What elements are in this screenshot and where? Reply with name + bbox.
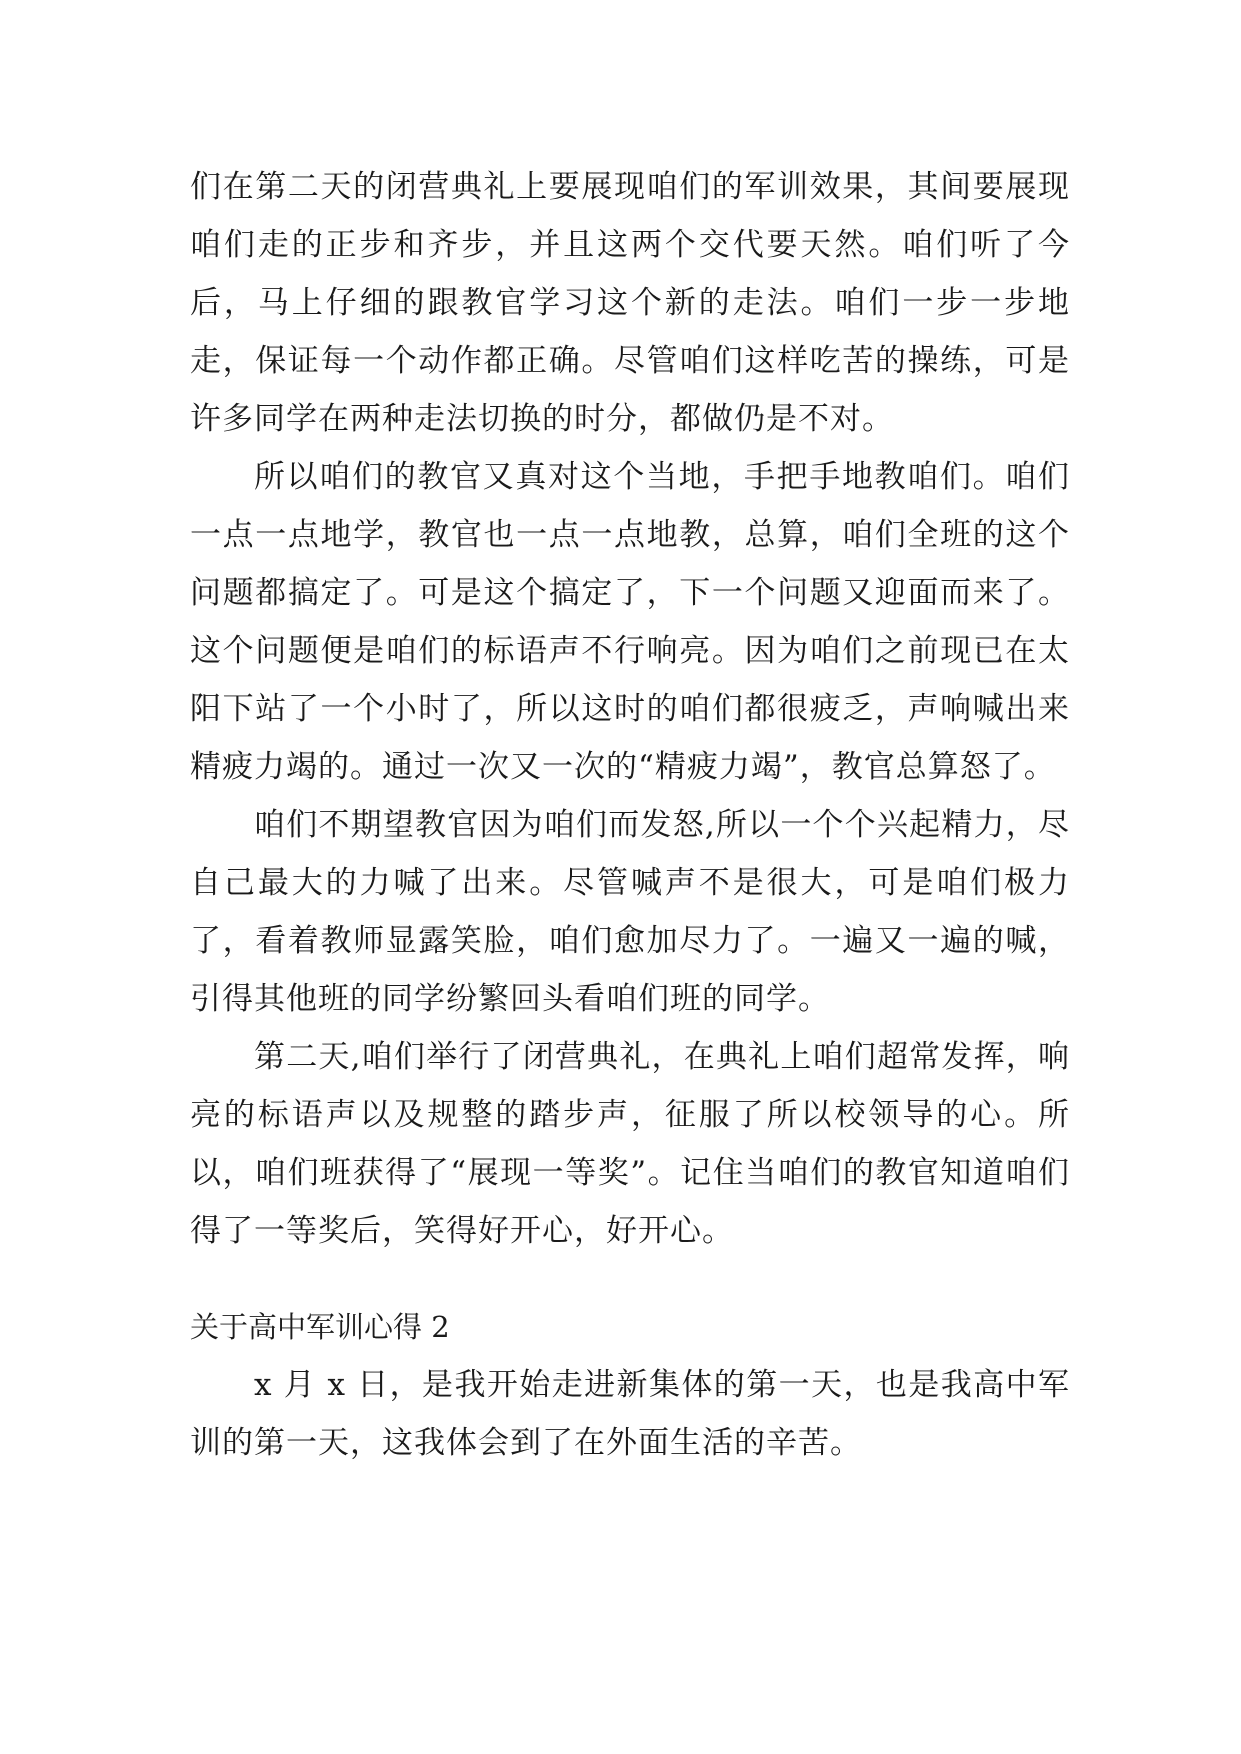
document-body (190, 158, 1070, 1472)
section-heading: 关于高中军训心得 2 (190, 1310, 450, 1344)
paragraph: 所以咱们的教官又真对这个当地，手把手地教咱们。咱们一点一点地学，教官也一点一点地教，总算，咱们全班的这个问题都搞定了。可是这个搞定了，下一个问题又迎面而来了。这个问题便是咱们的标语声不行响亮。因为咱们之前现已在太阳下站了一个小时了，所以这时的咱们都很疲乏，声响喊出来精疲力竭的。通过一次又一次的“精疲力竭”，教官总算怒了。 (190, 459, 1070, 785)
paragraph: x 月 x 日，是我开始走进新集体的第一天，也是我高中军训的第一天，这我体会到了在外面生活的辛苦。 (190, 1367, 1070, 1461)
paragraph: 咱们不期望教官因为咱们而发怒,所以一个个兴起精力，尽自己最大的力喊了出来。尽管喊声不是很大，可是咱们极力了，看着教师显露笑脸，咱们愈加尽力了。一遍又一遍的喊，引得其他班的同学纷繁回头看咱们班的同学。 (190, 807, 1070, 1017)
paragraph: 第二天,咱们举行了闭营典礼，在典礼上咱们超常发挥，响亮的标语声以及规整的踏步声，征服了所以校领导的心。所以，咱们班获得了“展现一等奖”。记住当咱们的教官知道咱们得了一等奖后，笑得好开心，好开心。 (190, 1039, 1070, 1249)
paragraph-continued: 们在第二天的闭营典礼上要展现咱们的军训效果，其间要展现咱们走的正步和齐步，并且这两个交代要天然。咱们听了今后，马上仔细的跟教官学习这个新的走法。咱们一步一步地走，保证每一个动作都正确。尽管咱们这样吃苦的操练，可是许多同学在两种走法切换的时分，都做仍是不对。 (190, 169, 1070, 437)
